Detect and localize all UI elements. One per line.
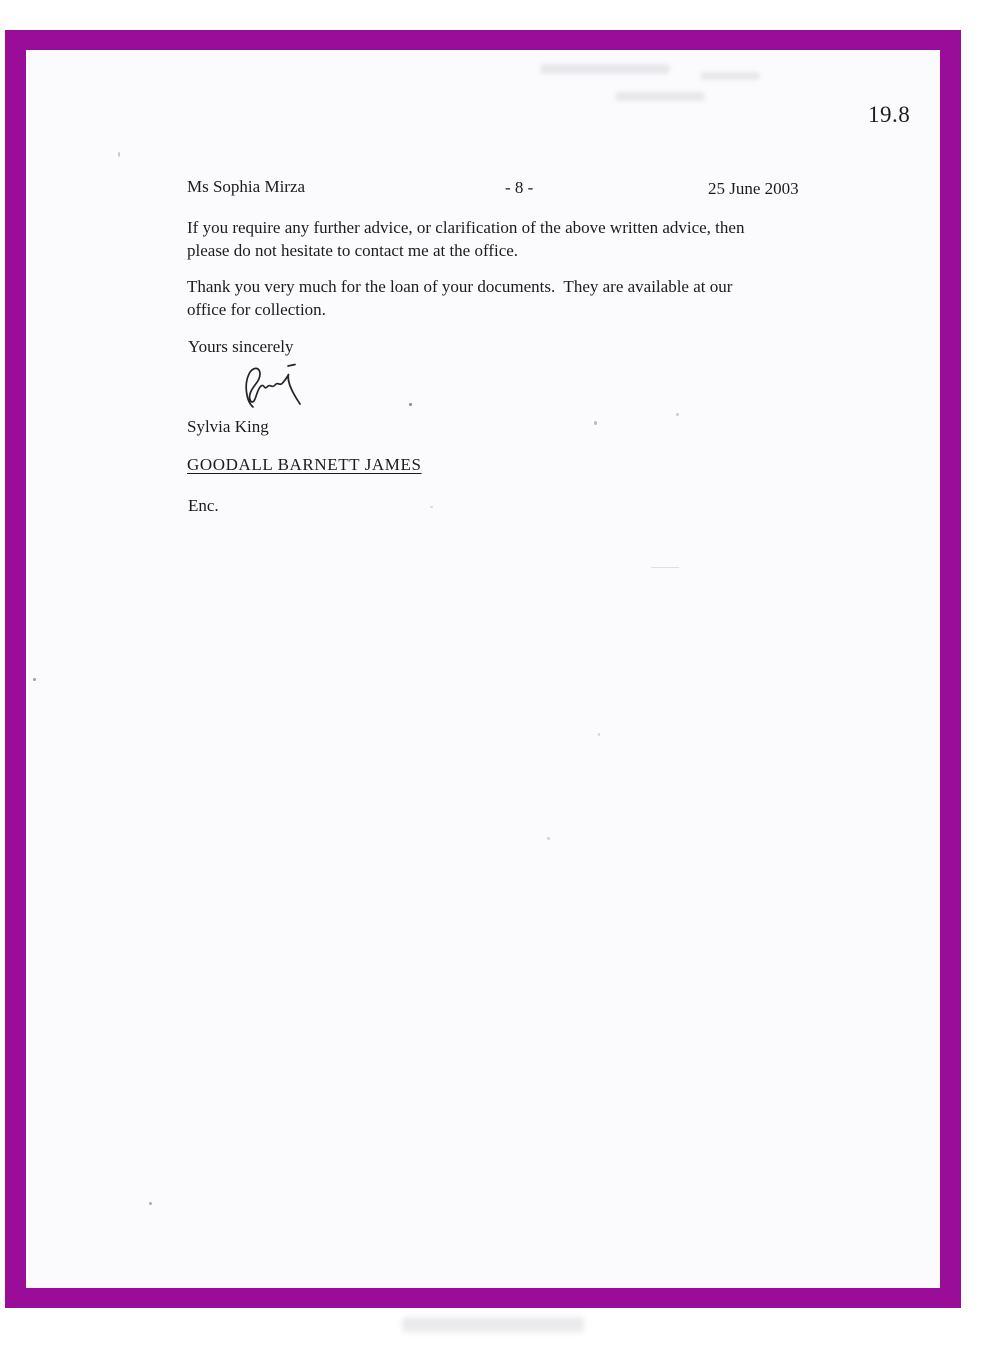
scan-speckle (547, 837, 550, 840)
scan-speckle (594, 421, 597, 425)
scan-smudge (540, 64, 670, 74)
scan-speckle (118, 152, 120, 157)
signatory-name: Sylvia King (187, 417, 269, 436)
scan-speckle (409, 403, 412, 406)
letter-date: 25 June 2003 (708, 179, 799, 198)
recipient-name: Ms Sophia Mirza (187, 177, 306, 196)
paragraph-line: office for collection. (187, 300, 326, 319)
scan-speckle (598, 733, 600, 736)
paragraph-line: If you require any further advice, or clarification of the above written advice, then (187, 218, 745, 237)
valediction: Yours sincerely (188, 337, 294, 356)
page-reference-number: 19.8 (868, 102, 911, 127)
paragraph-further-advice (187, 216, 744, 262)
faint-footer-artifact (402, 1317, 584, 1332)
paragraph-documents-loan (187, 275, 732, 321)
signature-image (236, 362, 314, 412)
scan-speckle (33, 678, 36, 681)
page-number: - 8 - (505, 178, 534, 197)
scan-smudge (615, 92, 705, 101)
scan-speckle (676, 413, 679, 416)
scan-speckle (149, 1202, 152, 1205)
scan-speckle (651, 567, 679, 568)
enclosure-note: Enc. (188, 496, 219, 515)
scan-smudge (700, 72, 760, 80)
firm-name: GOODALL BARNETT JAMES (187, 455, 422, 474)
scan-speckle (430, 506, 433, 508)
paragraph-line: Thank you very much for the loan of your documents. They are available at our (187, 277, 733, 296)
paragraph-line: please do not hesitate to contact me at the office. (187, 241, 519, 260)
